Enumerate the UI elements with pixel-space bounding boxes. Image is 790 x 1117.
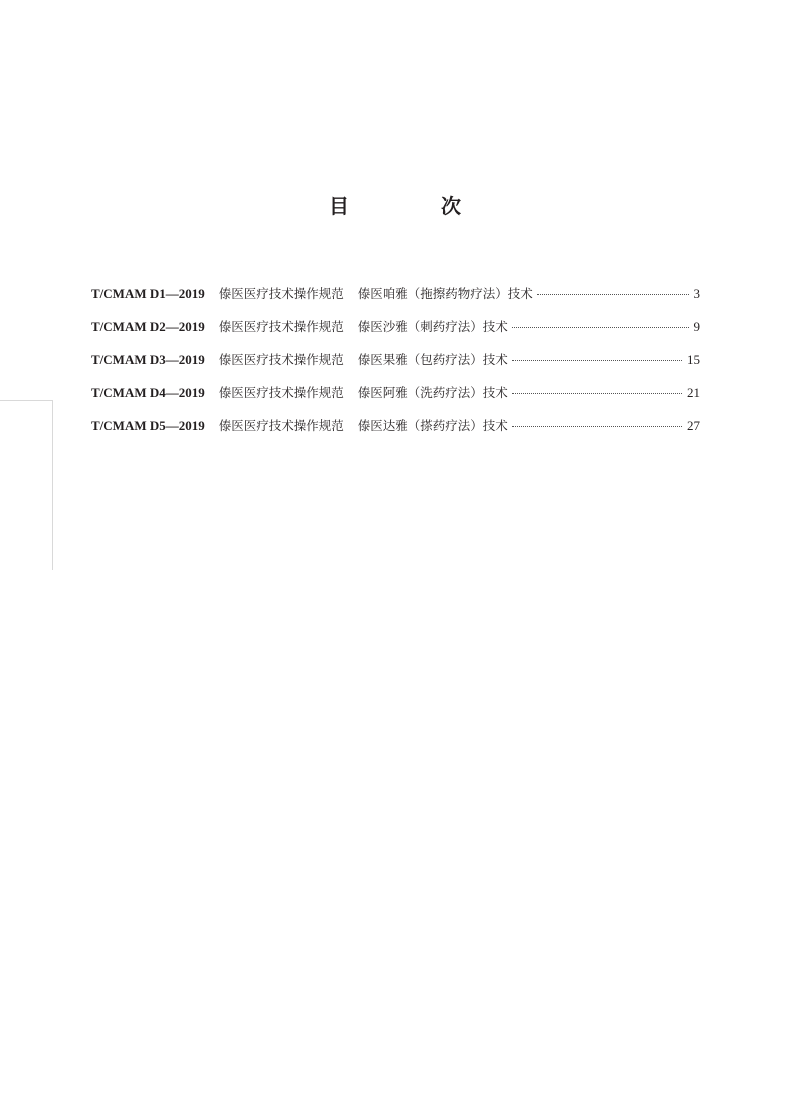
dot-leader bbox=[537, 294, 689, 295]
toc-list bbox=[91, 284, 700, 449]
page-number: 3 bbox=[693, 286, 700, 301]
standard-code: T/CMAM D2—2019 bbox=[91, 319, 205, 334]
page-number: 27 bbox=[687, 418, 700, 433]
dot-leader bbox=[512, 360, 682, 361]
toc-entry[interactable] bbox=[91, 383, 700, 416]
standard-name: 傣医阿雅（洗药疗法）技术 bbox=[357, 385, 508, 400]
dot-leader bbox=[512, 426, 682, 427]
page-number: 15 bbox=[687, 352, 700, 367]
page-number: 21 bbox=[687, 385, 700, 400]
standard-category: 傣医医疗技术操作规范 bbox=[218, 286, 344, 301]
toc-entry[interactable] bbox=[91, 284, 700, 317]
toc-entry[interactable] bbox=[91, 317, 700, 350]
standard-category: 傣医医疗技术操作规范 bbox=[218, 418, 344, 433]
standard-category: 傣医医疗技术操作规范 bbox=[218, 319, 344, 334]
page-edge-rule bbox=[0, 400, 53, 570]
page-number: 9 bbox=[693, 319, 700, 334]
dot-leader bbox=[512, 327, 689, 328]
standard-code: T/CMAM D4—2019 bbox=[91, 385, 205, 400]
toc-entry[interactable] bbox=[91, 416, 700, 449]
standard-name: 傣医果雅（包药疗法）技术 bbox=[357, 352, 508, 367]
standard-code: T/CMAM D5—2019 bbox=[91, 418, 205, 433]
standard-code: T/CMAM D1—2019 bbox=[91, 286, 205, 301]
page-title: 目 次 bbox=[329, 194, 497, 218]
standard-name: 傣医沙雅（刺药疗法）技术 bbox=[357, 319, 508, 334]
standard-code: T/CMAM D3—2019 bbox=[91, 352, 205, 367]
standard-category: 傣医医疗技术操作规范 bbox=[218, 352, 344, 367]
dot-leader bbox=[512, 393, 682, 394]
toc-entry[interactable] bbox=[91, 350, 700, 383]
standard-name: 傣医咱雅（拖擦药物疗法）技术 bbox=[357, 286, 533, 301]
standard-category: 傣医医疗技术操作规范 bbox=[218, 385, 344, 400]
standard-name: 傣医达雅（搽药疗法）技术 bbox=[357, 418, 508, 433]
